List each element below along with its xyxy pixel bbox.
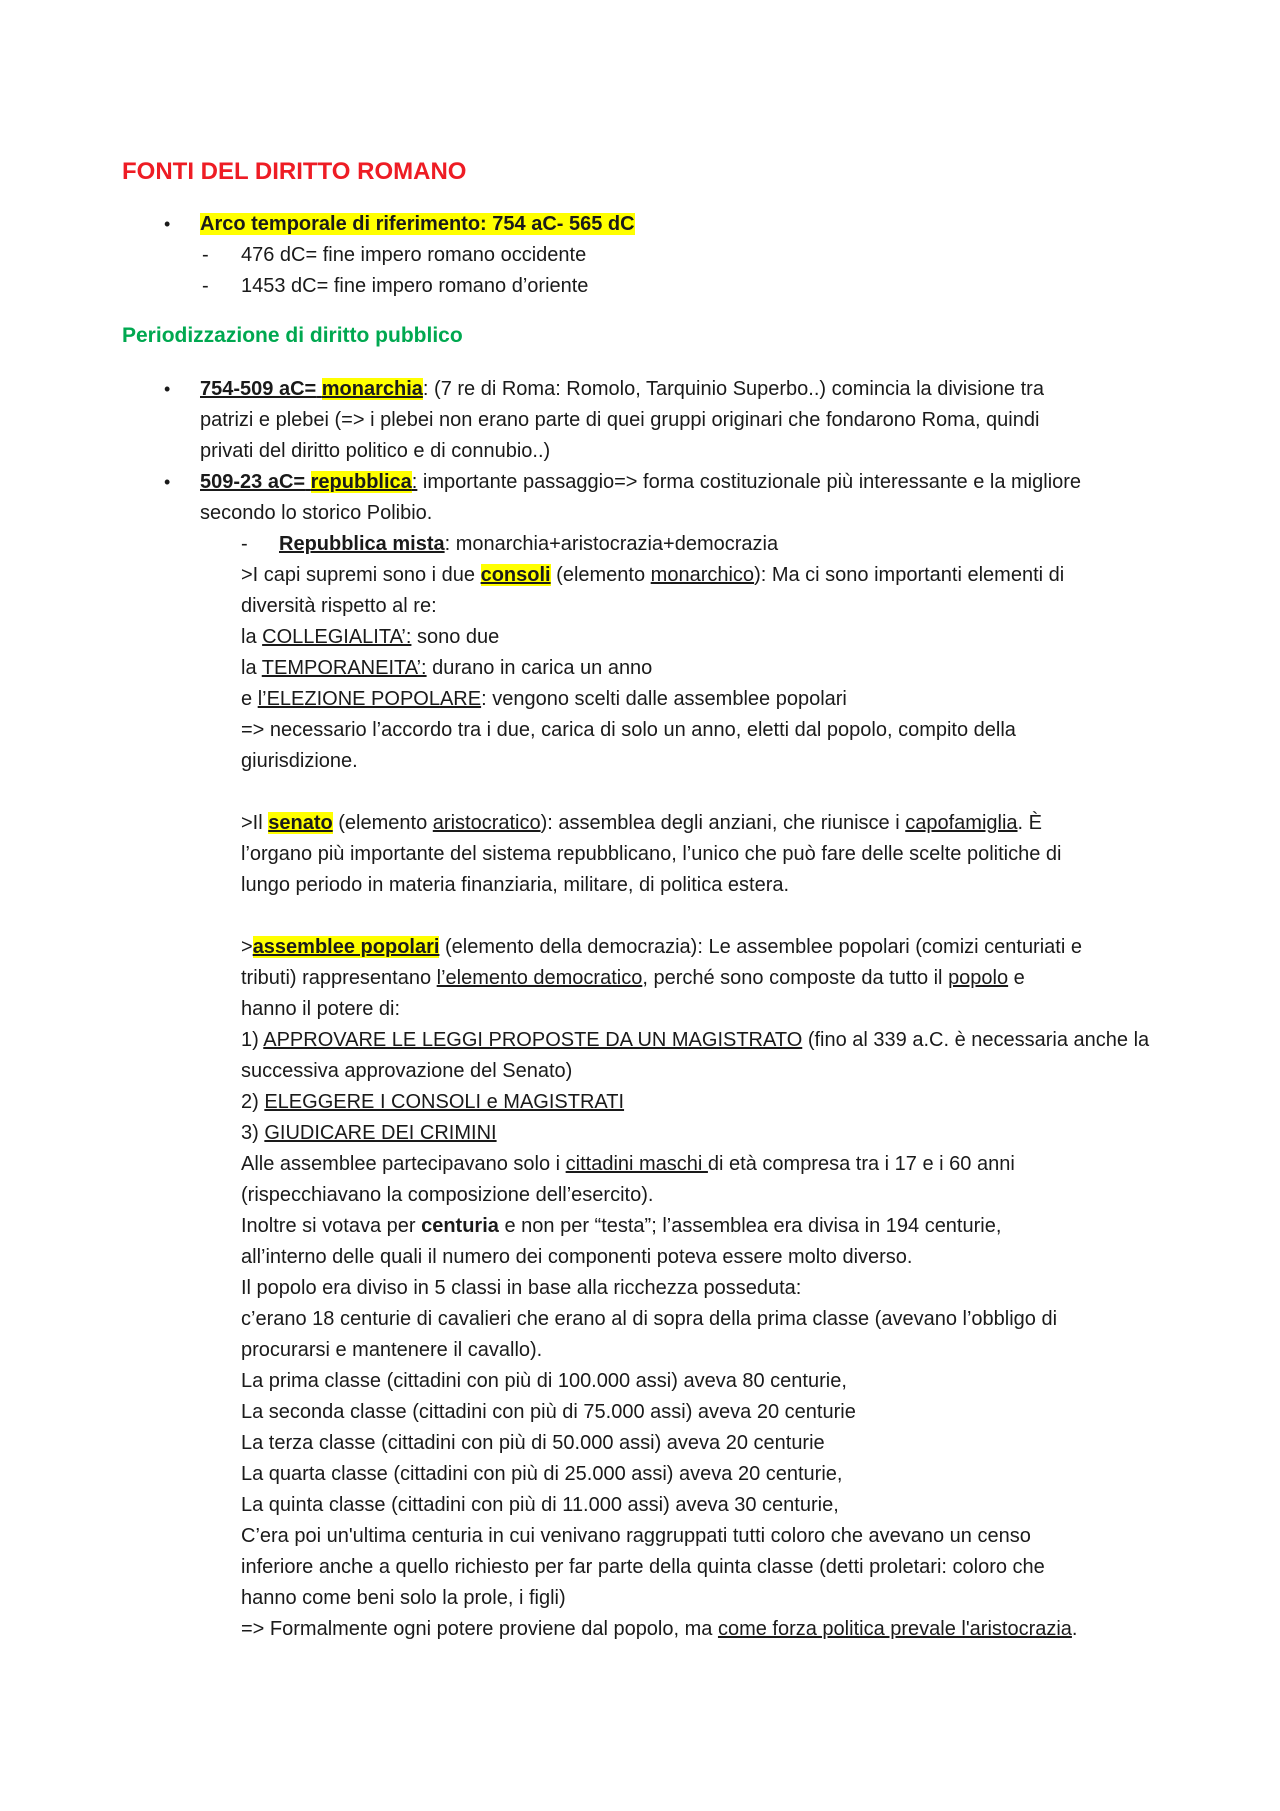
text-line: successiva approvazione del Senato) — [241, 1060, 573, 1082]
text-line: La seconda classe (cittadini con più di 75.000 assi) aveva 20 centurie — [241, 1401, 856, 1423]
text-line — [241, 808, 1062, 839]
text-run: , perché sono composte da tutto il — [642, 967, 949, 989]
text-run — [316, 378, 322, 400]
assemblee-term: assemblee popolari — [252, 936, 440, 958]
text-line — [241, 1025, 1149, 1056]
text-line — [200, 209, 635, 240]
text-line — [241, 1118, 1149, 1149]
text-line — [241, 1149, 1149, 1180]
text-line: 1453 dC= fine impero romano d’oriente — [241, 275, 589, 297]
text-line — [241, 1087, 1149, 1118]
consoli-paragraph — [241, 560, 1064, 777]
dash-icon: - — [202, 275, 209, 297]
text-run: (elemento della democrazia): Le assemblee popolari (comizi centuriati e — [439, 936, 1082, 958]
text-line: inferiore anche a quello richiesto per far parte della quinta classe (detti proletari: coloro che — [241, 1556, 1045, 1578]
text-run: tributi) rappresentano — [241, 967, 437, 989]
text-line: hanno come beni solo la prole, i figli) — [241, 1587, 566, 1609]
consoli-term: consoli — [480, 564, 551, 586]
text-line: procurarsi e mantenere il cavallo). — [241, 1339, 543, 1361]
text-run: Alle assemblee partecipavano solo i — [241, 1153, 566, 1175]
senato-term: senato — [268, 812, 333, 834]
text-line: patrizi e plebei (=> i plebei non erano parte di quei gruppi originari che fondarono Roma, quindi — [200, 409, 1040, 431]
text-line: La terza classe (cittadini con più di 50.000 assi) aveva 20 centurie — [241, 1432, 825, 1454]
text-run: : (7 re di Roma: Romolo, Tarquinio Superbo..) comincia la divisione tra — [422, 378, 1044, 400]
text-run: >Il — [241, 812, 269, 834]
text-run: cittadini maschi — [565, 1153, 708, 1175]
arco-sub-2 — [241, 271, 588, 302]
text-run: la — [241, 626, 263, 648]
text-run: : — [411, 471, 418, 493]
text-run: durano in carica un anno — [426, 657, 653, 679]
text-run: : vengono scelti dalle assemblee popolari — [481, 688, 847, 710]
text-line: diversità rispetto al re: — [241, 595, 437, 617]
text-run: ): Ma ci sono importanti elementi di — [754, 564, 1065, 586]
assemblee-paragraph — [241, 932, 1149, 1645]
text-run — [305, 471, 311, 493]
text-run: (fino al 339 a.C. è necessaria anche la — [802, 1029, 1150, 1051]
text-run: 509-23 aC= — [200, 471, 306, 493]
text-line: => necessario l’accordo tra i due, carica di solo un anno, eletti dal popolo, compito della — [241, 719, 1016, 741]
text-run: . È — [1017, 812, 1042, 834]
text-run: 1) — [241, 1029, 264, 1051]
text-line: l’organo più importante del sistema repubblicano, l’unico che può fare delle scelte politiche di — [241, 843, 1062, 865]
text-run: l’elemento democratico — [436, 967, 643, 989]
text-run: ELEGGERE I CONSOLI e MAGISTRATI — [264, 1091, 625, 1113]
text-run: APPROVARE LE LEGGI PROPOSTE DA UN MAGISTRATO — [263, 1029, 803, 1051]
text-run: capofamiglia — [905, 812, 1018, 834]
arco-sub-1 — [241, 240, 586, 271]
monarchia-item — [200, 374, 1044, 467]
monarchia-term: monarchia — [321, 378, 423, 400]
text-run: e — [1008, 967, 1025, 989]
text-run: 2) — [241, 1091, 265, 1113]
bullet-icon: • — [164, 379, 171, 399]
text-line: giurisdizione. — [241, 750, 358, 772]
bullet-icon: • — [164, 214, 171, 234]
text-run: sono due — [411, 626, 500, 648]
text-run: monarchico — [650, 564, 755, 586]
text-line — [200, 374, 1044, 405]
repubblica-term: repubblica — [310, 471, 412, 493]
text-run: > — [241, 936, 253, 958]
text-run: (elemento — [332, 812, 433, 834]
text-run: Inoltre si votava per — [241, 1215, 422, 1237]
text-line: Il popolo era diviso in 5 classi in base alla ricchezza posseduta: — [241, 1277, 802, 1299]
senato-paragraph — [241, 808, 1062, 901]
text-run: : monarchia+aristocrazia+democrazia — [444, 533, 779, 555]
repubblica-item — [200, 467, 1081, 529]
text-run: e non per “testa”; l’assemblea era divisa in 194 centurie, — [498, 1215, 1002, 1237]
text-line — [241, 560, 1064, 591]
text-run: come forza politica prevale l'aristocrazia — [717, 1618, 1072, 1640]
text-line: c’erano 18 centurie di cavalieri che erano al di sopra della prima classe (avevano l’obbligo di — [241, 1308, 1058, 1330]
text-line: (rispecchiavano la composizione dell’esercito). — [241, 1184, 654, 1206]
text-run: Repubblica mista — [279, 533, 445, 555]
dash-icon: - — [241, 533, 248, 555]
text-line: C’era poi un'ultima centuria in cui venivano raggruppati tutti coloro che avevano un censo — [241, 1525, 1031, 1547]
text-line: privati del diritto politico e di connubio..) — [200, 440, 551, 462]
text-line: secondo lo storico Polibio. — [200, 502, 433, 524]
text-run: aristocratico — [432, 812, 541, 834]
text-line — [241, 932, 1149, 963]
text-run: . — [1071, 1618, 1078, 1640]
text-run: e — [241, 688, 258, 710]
text-line — [241, 1614, 1149, 1645]
text-run: COLLEGIALITA’: — [262, 626, 412, 648]
text-run: 754-509 aC= — [200, 378, 317, 400]
dash-icon: - — [202, 244, 209, 266]
text-run: TEMPORANEITA’: — [261, 657, 427, 679]
text-run: importante passaggio=> forma costituzionale più interessante e la migliore — [417, 471, 1082, 493]
arco-label: Arco temporale di riferimento: 754 aC- 565 dC — [200, 213, 635, 235]
text-line: La quarta classe (cittadini con più di 25.000 assi) aveva 20 centurie, — [241, 1463, 843, 1485]
text-run: centuria — [421, 1215, 499, 1237]
section-heading: Periodizzazione di diritto pubblico — [122, 324, 463, 347]
text-run: 3) — [241, 1122, 265, 1144]
document-title: FONTI DEL DIRITTO ROMANO — [122, 158, 467, 185]
text-run: la — [241, 657, 262, 679]
text-line: 476 dC= fine impero romano occidente — [241, 244, 587, 266]
text-line: lungo periodo in materia finanziaria, militare, di politica estera. — [241, 874, 790, 896]
text-run: >I capi supremi sono i due — [241, 564, 481, 586]
arco-item — [200, 209, 635, 240]
bullet-icon: • — [164, 472, 171, 492]
text-line — [279, 529, 778, 560]
text-run: (elemento — [550, 564, 651, 586]
text-run: GIUDICARE DEI CRIMINI — [264, 1122, 497, 1144]
text-line — [241, 684, 1064, 715]
text-line — [241, 1211, 1149, 1242]
text-line: La prima classe (cittadini con più di 100.000 assi) aveva 80 centurie, — [241, 1370, 847, 1392]
text-run: l’ELEZIONE POPOLARE — [257, 688, 482, 710]
text-line — [200, 467, 1081, 498]
text-line: all’interno delle quali il numero dei componenti poteva essere molto diverso. — [241, 1246, 913, 1268]
text-line — [241, 653, 1064, 684]
text-line: hanno il potere di: — [241, 998, 401, 1020]
text-line: La quinta classe (cittadini con più di 11.000 assi) aveva 30 centurie, — [241, 1494, 839, 1516]
text-run: popolo — [948, 967, 1009, 989]
text-line — [241, 622, 1064, 653]
text-line — [241, 963, 1149, 994]
text-run: di età compresa tra i 17 e i 60 anni — [707, 1153, 1015, 1175]
mista-item — [279, 529, 778, 560]
text-run: => Formalmente ogni potere proviene dal popolo, ma — [241, 1618, 718, 1640]
text-run: ): assemblea degli anziani, che riunisce i — [540, 812, 906, 834]
